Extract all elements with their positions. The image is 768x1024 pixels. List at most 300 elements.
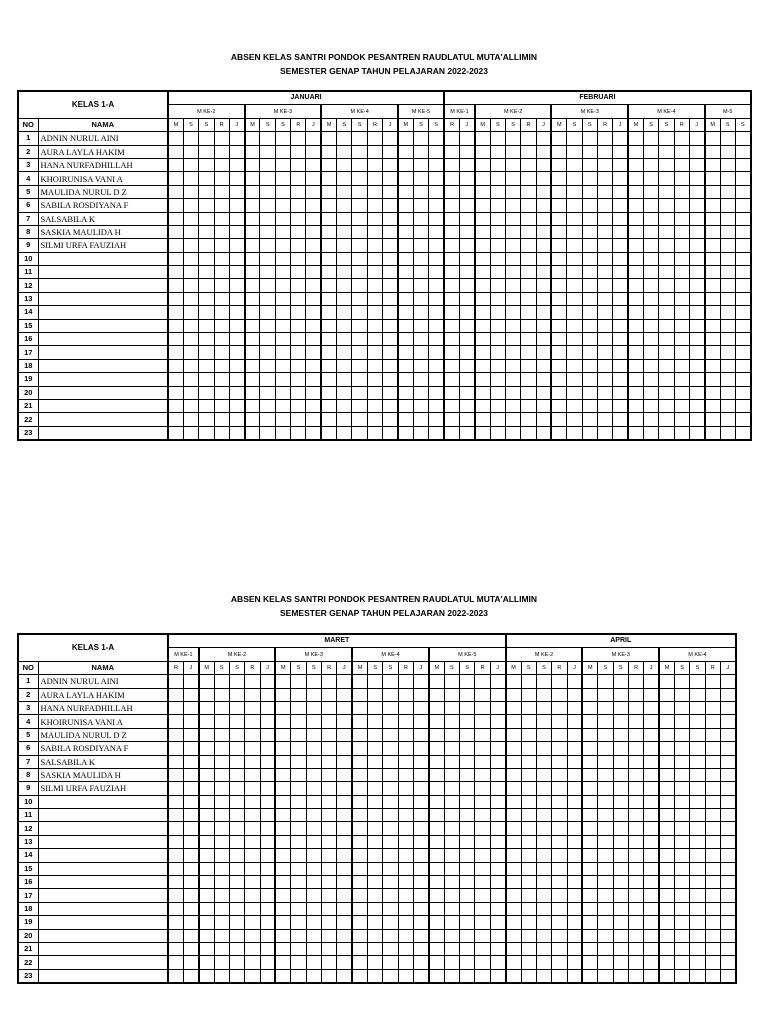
attendance-cell[interactable]	[199, 675, 214, 688]
attendance-cell[interactable]	[597, 145, 612, 158]
attendance-cell[interactable]	[460, 889, 475, 902]
attendance-cell[interactable]	[260, 333, 275, 346]
attendance-cell[interactable]	[168, 782, 183, 795]
attendance-cell[interactable]	[674, 266, 689, 279]
attendance-cell[interactable]	[367, 306, 382, 319]
attendance-cell[interactable]	[444, 212, 459, 225]
attendance-cell[interactable]	[597, 346, 612, 359]
attendance-cell[interactable]	[352, 675, 367, 688]
attendance-cell[interactable]	[413, 199, 428, 212]
attendance-cell[interactable]	[229, 199, 244, 212]
attendance-cell[interactable]	[552, 782, 567, 795]
attendance-cell[interactable]	[444, 426, 459, 440]
attendance-cell[interactable]	[444, 889, 459, 902]
attendance-cell[interactable]	[705, 319, 720, 332]
attendance-cell[interactable]	[720, 185, 735, 198]
attendance-cell[interactable]	[444, 715, 459, 728]
attendance-cell[interactable]	[275, 252, 290, 265]
attendance-cell[interactable]	[735, 306, 750, 319]
attendance-cell[interactable]	[628, 889, 643, 902]
attendance-cell[interactable]	[383, 239, 398, 252]
attendance-cell[interactable]	[659, 688, 674, 701]
attendance-cell[interactable]	[628, 145, 643, 158]
attendance-cell[interactable]	[582, 795, 597, 808]
attendance-cell[interactable]	[475, 252, 490, 265]
attendance-cell[interactable]	[168, 835, 183, 848]
attendance-cell[interactable]	[705, 728, 720, 741]
attendance-cell[interactable]	[521, 929, 536, 942]
attendance-cell[interactable]	[460, 929, 475, 942]
attendance-cell[interactable]	[659, 306, 674, 319]
attendance-cell[interactable]	[613, 386, 628, 399]
attendance-cell[interactable]	[475, 185, 490, 198]
attendance-cell[interactable]	[168, 795, 183, 808]
attendance-cell[interactable]	[475, 876, 490, 889]
attendance-cell[interactable]	[521, 239, 536, 252]
attendance-cell[interactable]	[398, 346, 413, 359]
attendance-cell[interactable]	[214, 132, 229, 145]
attendance-cell[interactable]	[199, 742, 214, 755]
attendance-cell[interactable]	[521, 889, 536, 902]
attendance-cell[interactable]	[260, 292, 275, 305]
attendance-cell[interactable]	[306, 199, 321, 212]
attendance-cell[interactable]	[306, 795, 321, 808]
attendance-cell[interactable]	[567, 279, 582, 292]
attendance-cell[interactable]	[352, 158, 367, 171]
attendance-cell[interactable]	[597, 266, 612, 279]
attendance-cell[interactable]	[352, 902, 367, 915]
attendance-cell[interactable]	[521, 306, 536, 319]
attendance-cell[interactable]	[306, 889, 321, 902]
attendance-cell[interactable]	[337, 225, 352, 238]
attendance-cell[interactable]	[183, 929, 198, 942]
attendance-cell[interactable]	[674, 399, 689, 412]
attendance-cell[interactable]	[628, 266, 643, 279]
attendance-cell[interactable]	[659, 158, 674, 171]
attendance-cell[interactable]	[214, 688, 229, 701]
attendance-cell[interactable]	[613, 359, 628, 372]
attendance-cell[interactable]	[275, 822, 290, 835]
attendance-cell[interactable]	[521, 688, 536, 701]
attendance-cell[interactable]	[659, 386, 674, 399]
attendance-cell[interactable]	[444, 916, 459, 929]
attendance-cell[interactable]	[291, 252, 306, 265]
attendance-cell[interactable]	[214, 675, 229, 688]
attendance-cell[interactable]	[536, 822, 551, 835]
attendance-cell[interactable]	[506, 782, 521, 795]
attendance-cell[interactable]	[229, 399, 244, 412]
attendance-cell[interactable]	[398, 145, 413, 158]
attendance-cell[interactable]	[674, 755, 689, 768]
attendance-cell[interactable]	[444, 145, 459, 158]
attendance-cell[interactable]	[275, 876, 290, 889]
attendance-cell[interactable]	[582, 956, 597, 969]
attendance-cell[interactable]	[199, 199, 214, 212]
attendance-cell[interactable]	[490, 225, 505, 238]
attendance-cell[interactable]	[705, 876, 720, 889]
attendance-cell[interactable]	[643, 426, 658, 440]
attendance-cell[interactable]	[644, 889, 659, 902]
attendance-cell[interactable]	[398, 688, 413, 701]
attendance-cell[interactable]	[214, 782, 229, 795]
attendance-cell[interactable]	[429, 426, 445, 440]
attendance-cell[interactable]	[260, 158, 275, 171]
attendance-cell[interactable]	[613, 172, 628, 185]
attendance-cell[interactable]	[567, 916, 582, 929]
attendance-cell[interactable]	[598, 715, 613, 728]
attendance-cell[interactable]	[429, 132, 445, 145]
attendance-cell[interactable]	[199, 782, 214, 795]
attendance-cell[interactable]	[567, 426, 582, 440]
attendance-cell[interactable]	[567, 929, 582, 942]
attendance-cell[interactable]	[245, 742, 260, 755]
attendance-cell[interactable]	[183, 292, 198, 305]
attendance-cell[interactable]	[613, 849, 628, 862]
attendance-cell[interactable]	[183, 426, 198, 440]
attendance-cell[interactable]	[613, 239, 628, 252]
attendance-cell[interactable]	[705, 413, 720, 426]
attendance-cell[interactable]	[444, 929, 459, 942]
attendance-cell[interactable]	[735, 346, 750, 359]
attendance-cell[interactable]	[260, 795, 275, 808]
attendance-cell[interactable]	[613, 158, 628, 171]
attendance-cell[interactable]	[597, 252, 612, 265]
attendance-cell[interactable]	[413, 399, 428, 412]
attendance-cell[interactable]	[306, 399, 321, 412]
attendance-cell[interactable]	[582, 266, 597, 279]
attendance-cell[interactable]	[199, 306, 214, 319]
attendance-cell[interactable]	[260, 876, 275, 889]
attendance-cell[interactable]	[659, 889, 674, 902]
attendance-cell[interactable]	[460, 849, 475, 862]
attendance-cell[interactable]	[567, 809, 582, 822]
attendance-cell[interactable]	[229, 889, 244, 902]
attendance-cell[interactable]	[352, 172, 367, 185]
attendance-cell[interactable]	[705, 225, 720, 238]
attendance-cell[interactable]	[659, 346, 674, 359]
attendance-cell[interactable]	[659, 916, 674, 929]
attendance-cell[interactable]	[291, 715, 306, 728]
attendance-cell[interactable]	[367, 835, 382, 848]
attendance-cell[interactable]	[628, 969, 643, 983]
attendance-cell[interactable]	[674, 145, 689, 158]
attendance-cell[interactable]	[475, 292, 490, 305]
attendance-cell[interactable]	[214, 715, 229, 728]
attendance-cell[interactable]	[613, 782, 628, 795]
attendance-cell[interactable]	[306, 956, 321, 969]
attendance-cell[interactable]	[689, 333, 704, 346]
attendance-cell[interactable]	[490, 158, 505, 171]
attendance-cell[interactable]	[260, 399, 275, 412]
attendance-cell[interactable]	[552, 809, 567, 822]
attendance-cell[interactable]	[229, 426, 244, 440]
attendance-cell[interactable]	[490, 292, 505, 305]
attendance-cell[interactable]	[536, 359, 551, 372]
attendance-cell[interactable]	[659, 359, 674, 372]
attendance-cell[interactable]	[567, 319, 582, 332]
attendance-cell[interactable]	[229, 319, 244, 332]
attendance-cell[interactable]	[183, 145, 198, 158]
attendance-cell[interactable]	[444, 373, 459, 386]
attendance-cell[interactable]	[383, 715, 398, 728]
attendance-cell[interactable]	[199, 225, 214, 238]
attendance-cell[interactable]	[475, 755, 490, 768]
attendance-cell[interactable]	[275, 942, 290, 955]
attendance-cell[interactable]	[490, 755, 505, 768]
attendance-cell[interactable]	[582, 902, 597, 915]
attendance-cell[interactable]	[521, 675, 536, 688]
attendance-cell[interactable]	[321, 889, 336, 902]
attendance-cell[interactable]	[337, 426, 352, 440]
attendance-cell[interactable]	[245, 715, 260, 728]
attendance-cell[interactable]	[429, 956, 444, 969]
attendance-cell[interactable]	[229, 225, 244, 238]
attendance-cell[interactable]	[260, 688, 275, 701]
attendance-cell[interactable]	[168, 849, 183, 862]
attendance-cell[interactable]	[306, 292, 321, 305]
attendance-cell[interactable]	[291, 373, 306, 386]
attendance-cell[interactable]	[705, 158, 720, 171]
attendance-cell[interactable]	[413, 225, 428, 238]
attendance-cell[interactable]	[306, 158, 321, 171]
attendance-cell[interactable]	[690, 715, 705, 728]
attendance-cell[interactable]	[460, 701, 475, 714]
attendance-cell[interactable]	[229, 768, 244, 781]
attendance-cell[interactable]	[214, 809, 229, 822]
attendance-cell[interactable]	[337, 292, 352, 305]
attendance-cell[interactable]	[245, 701, 260, 714]
attendance-cell[interactable]	[536, 145, 551, 158]
attendance-cell[interactable]	[275, 212, 290, 225]
attendance-cell[interactable]	[214, 172, 229, 185]
attendance-cell[interactable]	[199, 239, 214, 252]
attendance-cell[interactable]	[521, 346, 536, 359]
attendance-cell[interactable]	[383, 768, 398, 781]
attendance-cell[interactable]	[582, 319, 597, 332]
attendance-cell[interactable]	[475, 373, 490, 386]
attendance-cell[interactable]	[720, 942, 735, 955]
attendance-cell[interactable]	[306, 701, 321, 714]
attendance-cell[interactable]	[199, 902, 214, 915]
attendance-cell[interactable]	[291, 266, 306, 279]
attendance-cell[interactable]	[690, 902, 705, 915]
attendance-cell[interactable]	[689, 426, 704, 440]
attendance-cell[interactable]	[705, 902, 720, 915]
attendance-cell[interactable]	[429, 319, 445, 332]
attendance-cell[interactable]	[720, 359, 735, 372]
attendance-cell[interactable]	[321, 675, 336, 688]
attendance-cell[interactable]	[214, 929, 229, 942]
attendance-cell[interactable]	[444, 306, 459, 319]
attendance-cell[interactable]	[689, 319, 704, 332]
attendance-cell[interactable]	[183, 942, 198, 955]
attendance-cell[interactable]	[597, 199, 612, 212]
attendance-cell[interactable]	[460, 768, 475, 781]
attendance-cell[interactable]	[383, 132, 398, 145]
attendance-cell[interactable]	[245, 876, 260, 889]
attendance-cell[interactable]	[613, 199, 628, 212]
attendance-cell[interactable]	[490, 929, 505, 942]
attendance-cell[interactable]	[398, 185, 413, 198]
attendance-cell[interactable]	[352, 782, 367, 795]
attendance-cell[interactable]	[689, 252, 704, 265]
attendance-cell[interactable]	[628, 399, 643, 412]
attendance-cell[interactable]	[705, 386, 720, 399]
attendance-cell[interactable]	[506, 755, 521, 768]
attendance-cell[interactable]	[490, 889, 505, 902]
attendance-cell[interactable]	[429, 902, 444, 915]
attendance-cell[interactable]	[398, 956, 413, 969]
attendance-cell[interactable]	[229, 306, 244, 319]
attendance-cell[interactable]	[536, 916, 551, 929]
attendance-cell[interactable]	[245, 239, 260, 252]
attendance-cell[interactable]	[275, 728, 290, 741]
attendance-cell[interactable]	[551, 172, 566, 185]
attendance-cell[interactable]	[582, 876, 597, 889]
attendance-cell[interactable]	[183, 969, 198, 983]
attendance-cell[interactable]	[383, 413, 398, 426]
attendance-cell[interactable]	[567, 742, 582, 755]
attendance-cell[interactable]	[352, 889, 367, 902]
attendance-cell[interactable]	[628, 782, 643, 795]
attendance-cell[interactable]	[383, 199, 398, 212]
attendance-cell[interactable]	[414, 768, 429, 781]
attendance-cell[interactable]	[551, 306, 566, 319]
attendance-cell[interactable]	[444, 239, 459, 252]
attendance-cell[interactable]	[505, 319, 520, 332]
attendance-cell[interactable]	[674, 252, 689, 265]
attendance-cell[interactable]	[536, 795, 551, 808]
attendance-cell[interactable]	[183, 876, 198, 889]
attendance-cell[interactable]	[552, 849, 567, 862]
attendance-cell[interactable]	[168, 728, 183, 741]
attendance-cell[interactable]	[521, 373, 536, 386]
attendance-cell[interactable]	[521, 399, 536, 412]
attendance-cell[interactable]	[459, 373, 474, 386]
attendance-cell[interactable]	[643, 359, 658, 372]
attendance-cell[interactable]	[183, 266, 198, 279]
attendance-cell[interactable]	[628, 902, 643, 915]
attendance-cell[interactable]	[475, 386, 490, 399]
attendance-cell[interactable]	[229, 728, 244, 741]
attendance-cell[interactable]	[720, 728, 735, 741]
attendance-cell[interactable]	[199, 809, 214, 822]
attendance-cell[interactable]	[551, 359, 566, 372]
attendance-cell[interactable]	[367, 252, 382, 265]
attendance-cell[interactable]	[582, 185, 597, 198]
attendance-cell[interactable]	[199, 929, 214, 942]
attendance-cell[interactable]	[720, 386, 735, 399]
attendance-cell[interactable]	[306, 346, 321, 359]
attendance-cell[interactable]	[183, 373, 198, 386]
attendance-cell[interactable]	[628, 701, 643, 714]
attendance-cell[interactable]	[229, 916, 244, 929]
attendance-cell[interactable]	[214, 346, 229, 359]
attendance-cell[interactable]	[521, 715, 536, 728]
attendance-cell[interactable]	[643, 172, 658, 185]
attendance-cell[interactable]	[398, 902, 413, 915]
attendance-cell[interactable]	[383, 266, 398, 279]
attendance-cell[interactable]	[413, 145, 428, 158]
attendance-cell[interactable]	[521, 158, 536, 171]
attendance-cell[interactable]	[490, 728, 505, 741]
attendance-cell[interactable]	[321, 822, 336, 835]
attendance-cell[interactable]	[490, 132, 505, 145]
attendance-cell[interactable]	[291, 688, 306, 701]
attendance-cell[interactable]	[674, 728, 689, 741]
attendance-cell[interactable]	[505, 413, 520, 426]
attendance-cell[interactable]	[352, 266, 367, 279]
attendance-cell[interactable]	[582, 728, 597, 741]
attendance-cell[interactable]	[536, 902, 551, 915]
attendance-cell[interactable]	[444, 252, 459, 265]
attendance-cell[interactable]	[475, 902, 490, 915]
attendance-cell[interactable]	[199, 426, 214, 440]
attendance-cell[interactable]	[690, 969, 705, 983]
attendance-cell[interactable]	[291, 199, 306, 212]
attendance-cell[interactable]	[506, 902, 521, 915]
attendance-cell[interactable]	[398, 862, 413, 875]
attendance-cell[interactable]	[367, 199, 382, 212]
attendance-cell[interactable]	[383, 386, 398, 399]
attendance-cell[interactable]	[705, 956, 720, 969]
attendance-cell[interactable]	[613, 426, 628, 440]
attendance-cell[interactable]	[429, 742, 444, 755]
attendance-cell[interactable]	[690, 742, 705, 755]
attendance-cell[interactable]	[398, 319, 413, 332]
attendance-cell[interactable]	[183, 252, 198, 265]
attendance-cell[interactable]	[429, 849, 444, 862]
attendance-cell[interactable]	[460, 688, 475, 701]
attendance-cell[interactable]	[643, 319, 658, 332]
attendance-cell[interactable]	[628, 158, 643, 171]
attendance-cell[interactable]	[720, 413, 735, 426]
attendance-cell[interactable]	[214, 359, 229, 372]
attendance-cell[interactable]	[444, 346, 459, 359]
attendance-cell[interactable]	[306, 876, 321, 889]
attendance-cell[interactable]	[690, 849, 705, 862]
attendance-cell[interactable]	[429, 199, 445, 212]
attendance-cell[interactable]	[674, 333, 689, 346]
attendance-cell[interactable]	[705, 755, 720, 768]
attendance-cell[interactable]	[582, 942, 597, 955]
attendance-cell[interactable]	[168, 755, 183, 768]
attendance-cell[interactable]	[475, 701, 490, 714]
attendance-cell[interactable]	[644, 795, 659, 808]
attendance-cell[interactable]	[521, 292, 536, 305]
attendance-cell[interactable]	[643, 132, 658, 145]
attendance-cell[interactable]	[536, 252, 551, 265]
attendance-cell[interactable]	[536, 849, 551, 862]
attendance-cell[interactable]	[720, 782, 735, 795]
attendance-cell[interactable]	[459, 333, 474, 346]
attendance-cell[interactable]	[352, 306, 367, 319]
attendance-cell[interactable]	[383, 782, 398, 795]
attendance-cell[interactable]	[291, 225, 306, 238]
attendance-cell[interactable]	[644, 902, 659, 915]
attendance-cell[interactable]	[475, 835, 490, 848]
attendance-cell[interactable]	[643, 185, 658, 198]
attendance-cell[interactable]	[567, 292, 582, 305]
attendance-cell[interactable]	[245, 728, 260, 741]
attendance-cell[interactable]	[598, 728, 613, 741]
attendance-cell[interactable]	[475, 916, 490, 929]
attendance-cell[interactable]	[674, 373, 689, 386]
attendance-cell[interactable]	[598, 755, 613, 768]
attendance-cell[interactable]	[337, 373, 352, 386]
attendance-cell[interactable]	[598, 849, 613, 862]
attendance-cell[interactable]	[414, 755, 429, 768]
